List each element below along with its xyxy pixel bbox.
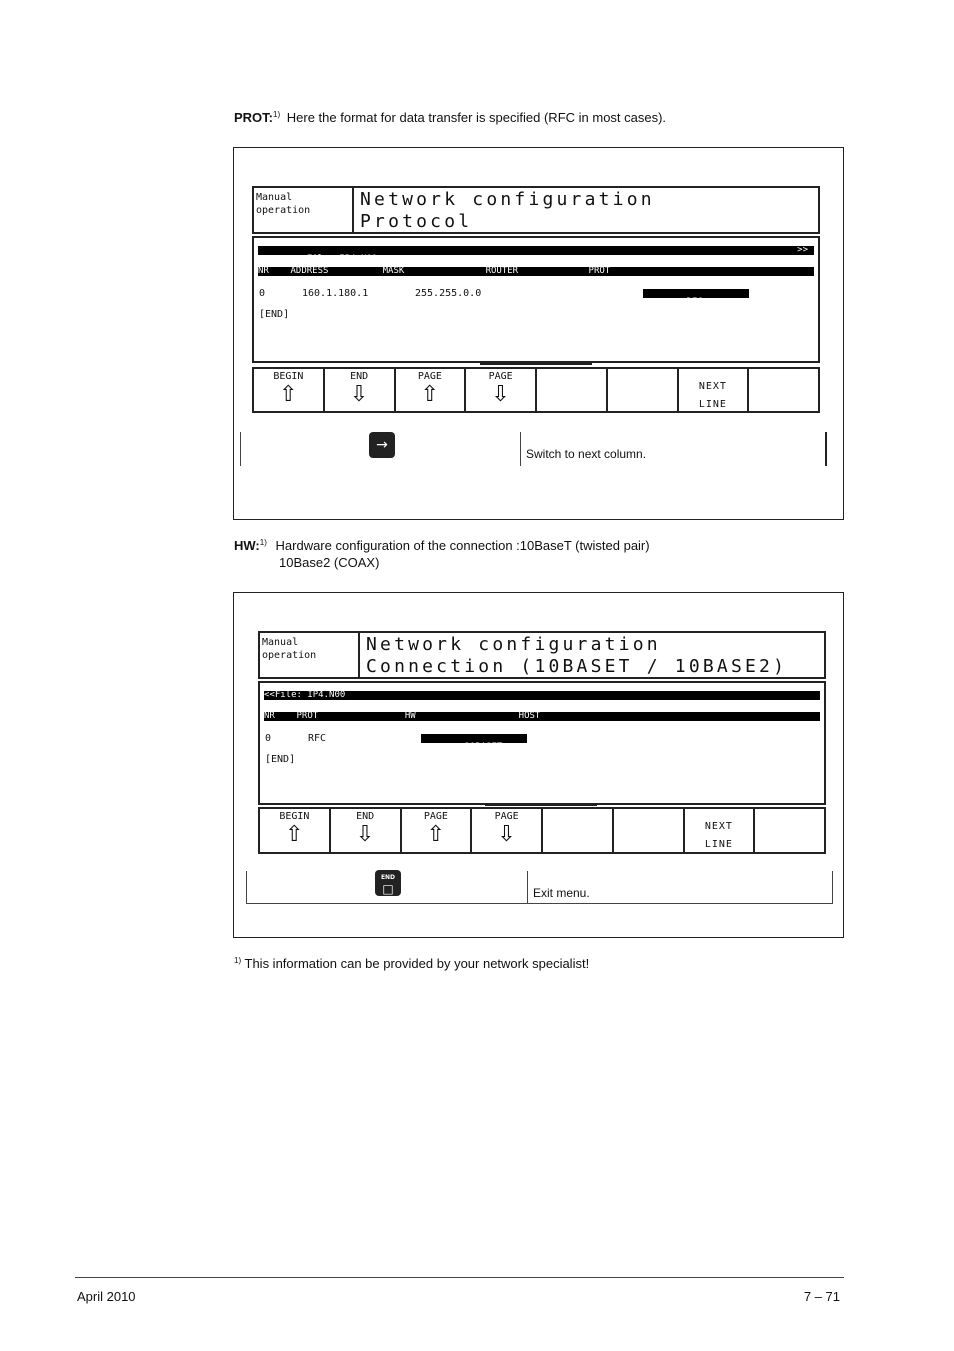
hw-footnote-ref: 1) [259, 538, 267, 547]
softkey-next-line[interactable] [679, 369, 750, 411]
softkey-empty-6[interactable] [608, 369, 679, 411]
softkey-empty-5[interactable] [537, 369, 608, 411]
softkey-label: END [356, 811, 375, 822]
softkey-begin[interactable] [254, 369, 325, 411]
help-row-right-border [825, 432, 827, 466]
hw-description-line1: Hardware configuration of the connection :10BaseT (twisted pair) [275, 538, 650, 553]
softkey-end[interactable] [331, 809, 402, 852]
file-name: File: IP4.N00 [301, 254, 378, 264]
softkey-label: PAGE [494, 811, 519, 822]
column-header-bar: NR PROT HW HOST [264, 712, 820, 721]
arrow-up-icon: ⇧ [426, 822, 446, 847]
footer-page-number: 7 – 71 [803, 1289, 840, 1304]
softkey-page-down[interactable] [466, 369, 537, 411]
softkey-label: END [350, 371, 369, 382]
softkey-tab-indicator [485, 804, 597, 806]
row-prot-value: RFC [686, 297, 703, 307]
arrow-right-icon: → [376, 437, 388, 453]
softkey-label: BEGIN [273, 371, 304, 382]
softkey-page-up[interactable] [402, 809, 473, 852]
softkey-next-line[interactable] [685, 809, 756, 852]
softkey-empty-5[interactable] [543, 809, 614, 852]
softkey-row [252, 367, 820, 413]
end-key-icon [375, 870, 401, 896]
screen-header [252, 186, 820, 234]
square-icon: □ [382, 882, 394, 896]
softkey-label: BEGIN [279, 811, 310, 822]
footnote-marker: 1) [234, 956, 242, 965]
footer-date: April 2010 [77, 1289, 136, 1304]
arrow-up-icon: ⇧ [420, 382, 440, 407]
figure-protocol-screen [233, 147, 844, 520]
row-hw-value: 10BASET [464, 742, 503, 752]
file-bar: <<File: IP4.N00 [264, 691, 820, 700]
softkey-begin[interactable] [260, 809, 331, 852]
footnote [234, 955, 589, 972]
hw-paragraph [234, 537, 854, 554]
end-marker: [END] [265, 754, 296, 765]
prot-description: Here the format for data transfer is specified (RFC in most cases). [286, 110, 667, 125]
arrow-down-icon: ⇩ [355, 822, 375, 847]
mode-label: Manual operation [260, 633, 360, 677]
help-text: Exit menu. [533, 886, 590, 900]
arrow-up-icon: ⇧ [279, 382, 298, 407]
hw-label: HW: [234, 538, 260, 553]
row-prot-selected[interactable] [643, 289, 749, 307]
help-text: Switch to next column. [526, 447, 647, 461]
arrow-down-icon: ⇩ [491, 382, 510, 407]
row-nr: 0 [259, 288, 266, 299]
footnote-text: This information can be provided by your network specialist! [244, 956, 590, 971]
softkey-label: PAGE [417, 371, 442, 382]
row-address: 160.1.180.1 [302, 288, 369, 299]
arrow-up-icon: ⇧ [285, 822, 304, 847]
end-marker: [END] [259, 309, 290, 320]
arrow-right-key-icon [369, 432, 395, 458]
config-list [252, 236, 820, 363]
prot-label: PROT: [234, 110, 273, 125]
arrow-down-icon: ⇩ [349, 382, 369, 407]
end-key-label: END [380, 874, 396, 881]
row-nr: 0 [265, 733, 272, 744]
softkey-label: NEXT LINE [698, 381, 727, 410]
softkey-page-up[interactable] [396, 369, 467, 411]
softkey-empty-8[interactable] [749, 369, 818, 411]
help-row-divider [527, 871, 528, 904]
column-header-bar: NR ADDRESS MASK ROUTER PROT [258, 267, 814, 276]
screen-title: Network configuration Connection (10BASET / 10BASE2) [366, 634, 788, 677]
arrow-down-icon: ⇩ [497, 822, 516, 847]
help-row-left-border [240, 432, 241, 466]
config-list [258, 681, 826, 805]
softkey-tab-indicator [480, 363, 592, 365]
row-prot: RFC [308, 733, 327, 744]
softkey-empty-6[interactable] [614, 809, 685, 852]
hw-description-line2: 10Base2 (COAX) [279, 555, 380, 570]
screen-title: Network configuration Protocol [360, 189, 655, 232]
softkey-empty-8[interactable] [755, 809, 824, 852]
figure-connection-screen [233, 592, 844, 938]
cnc-screen-protocol [234, 148, 845, 521]
footer-rule [75, 1277, 844, 1278]
cnc-screen-connection [234, 593, 845, 939]
help-row-divider [520, 432, 521, 466]
scroll-indicator: >> [797, 245, 808, 255]
softkey-label: PAGE [423, 811, 448, 822]
screen-header [258, 631, 826, 679]
softkey-label: NEXT LINE [704, 821, 733, 850]
row-hw-selected[interactable] [421, 734, 527, 752]
mode-label: Manual operation [254, 188, 354, 232]
row-mask: 255.255.0.0 [415, 288, 482, 299]
softkey-page-down[interactable] [472, 809, 543, 852]
softkey-label: PAGE [488, 371, 513, 382]
softkey-end[interactable] [325, 369, 396, 411]
prot-paragraph [234, 109, 854, 126]
prot-footnote-ref: 1) [273, 110, 281, 119]
file-bar [258, 245, 814, 264]
softkey-row [258, 807, 826, 854]
